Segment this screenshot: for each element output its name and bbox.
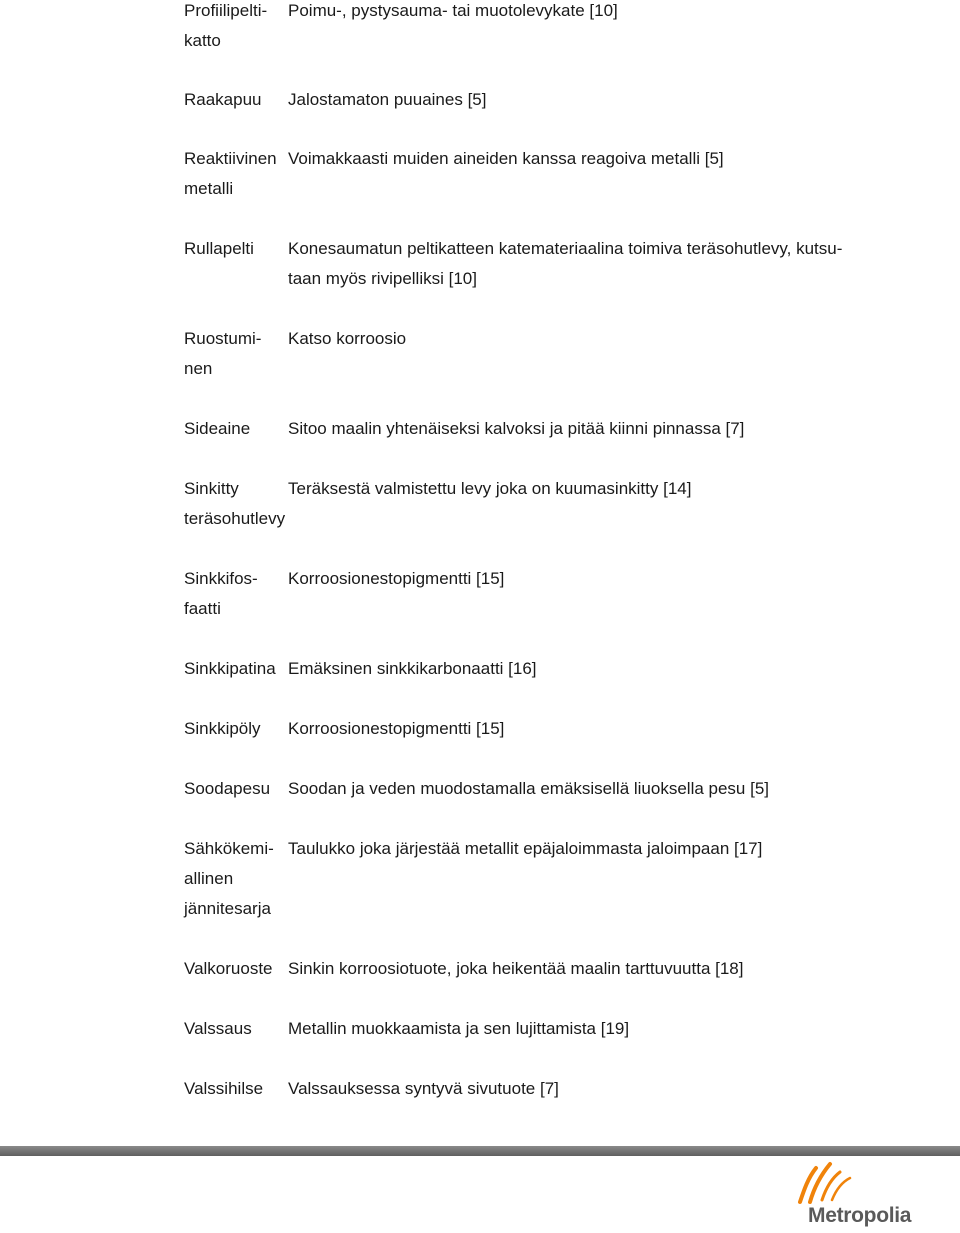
glossary-term: Sinkkipöly xyxy=(184,719,261,738)
glossary-term: Reaktiivinen metalli xyxy=(184,149,277,198)
glossary-term: Valssihilse xyxy=(184,1079,264,1098)
glossary-term: Rullapelti xyxy=(184,239,254,258)
glossary-definition: Soodan ja veden muodostamalla emäksisellä liuoksella pesu [5] xyxy=(288,779,770,798)
glossary-definition: Korroosionestopigmentti [15] xyxy=(288,719,505,738)
metropolia-logo-text: Metropolia xyxy=(808,1204,912,1227)
glossary-definition: Jalostamaton puuaines [5] xyxy=(288,90,487,109)
glossary-definition: Metallin muokkaamista ja sen lujittamista [19] xyxy=(288,1019,630,1038)
glossary-term: Valssaus xyxy=(184,1019,252,1038)
glossary-definition: Emäksinen sinkkikarbonaatti [16] xyxy=(288,659,537,678)
glossary-definition: Korroosionestopigmentti [15] xyxy=(288,569,505,588)
glossary-definition: Valssauksessa syntyvä sivutuote [7] xyxy=(288,1079,559,1098)
glossary-term: Soodapesu xyxy=(184,779,271,798)
metropolia-mark-icon xyxy=(796,1160,866,1206)
glossary-definition: Poimu-, pystysauma- tai muotolevykate [10] xyxy=(288,1,618,20)
glossary-definition: Katso korroosio xyxy=(288,329,407,348)
glossary-term: Sähkökemi- allinen jännitesarja xyxy=(184,839,274,918)
glossary-term: Raakapuu xyxy=(184,90,262,109)
metropolia-logo xyxy=(796,1160,926,1230)
glossary-term: Sinkkipatina xyxy=(184,659,276,678)
glossary-term: Sinkitty teräsohutlevy xyxy=(184,479,286,528)
glossary-term: Sinkkifos- faatti xyxy=(184,569,258,618)
glossary-definition: Voimakkaasti muiden aineiden kanssa reagoiva metalli [5] xyxy=(288,149,724,168)
glossary-definition: Sitoo maalin yhtenäiseksi kalvoksi ja pitää kiinni pinnassa [7] xyxy=(288,419,745,438)
glossary-term: Ruostumi- nen xyxy=(184,329,262,378)
glossary-definition: Konesaumatun peltikatteen katemateriaalina toimiva teräsohutlevy, kutsu- taan myös rivipelliksi [10] xyxy=(288,239,843,288)
glossary-definition: Teräksestä valmistettu levy joka on kuumasinkitty [14] xyxy=(288,479,692,498)
glossary-term: Profiilipelti- katto xyxy=(184,1,268,50)
footer-bar xyxy=(0,1146,960,1156)
glossary-definition: Sinkin korroosiotuote, joka heikentää maalin tarttuvuutta [18] xyxy=(288,959,744,978)
glossary-term: Sideaine xyxy=(184,419,251,438)
glossary-term: Valkoruoste xyxy=(184,959,273,978)
glossary-definition: Taulukko joka järjestää metallit epäjaloimmasta jaloimpaan [17] xyxy=(288,839,763,858)
